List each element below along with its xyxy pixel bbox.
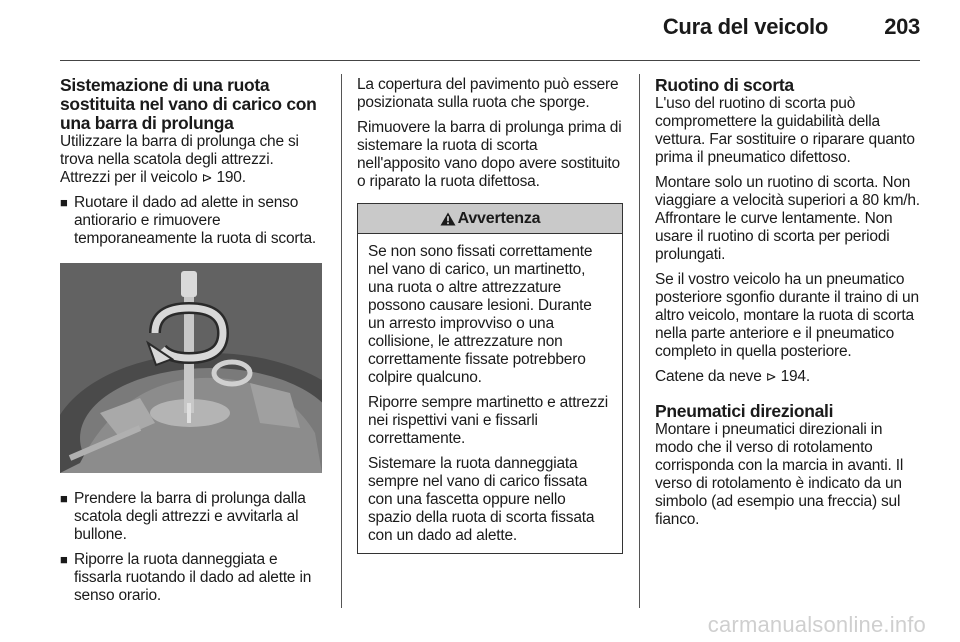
warning-box: [357, 203, 623, 554]
snow-chains-text: Catene da neve: [655, 368, 762, 385]
warning-paragraph: Riporre sempre martinetto e attrezzi nei rispettivi vani e fissarli correttamente.: [368, 394, 609, 447]
warning-title: Avvertenza: [457, 209, 541, 227]
section-heading-spare-wheel-storage: Sistemazione di una ruota sostituita nel vano di carico con una barra di prolunga: [60, 75, 317, 133]
paragraph-directional-tyres: Montare i pneumatici direzionali in modo che il verso di rotolamento corrisponda con la marcia in avanti. Il verso di rotolamento è indicato da un simbolo (ad esempio una freccia) sul fianco.: [655, 421, 904, 528]
warning-triangle-icon: [440, 212, 456, 226]
page-number: 203: [884, 14, 920, 39]
paragraph-snow-chains: [655, 368, 923, 386]
list-item-text: Riporre la ruota danneggiata e fissarla ruotando il dado ad alette in senso orario.: [74, 551, 312, 604]
column-right: [655, 76, 923, 536]
section-heading-directional-tyres: Pneumatici direzionali: [655, 401, 834, 421]
column-divider-2: [639, 74, 640, 608]
bullet-square-icon: ■: [60, 195, 68, 210]
paragraph-spare-limits: Montare solo un ruotino di scorta. Non viaggiare a velocità superiori a 80 km/h. Affrontare le curve lentamente. Non usare il ruotino di scorta per periodi prolungati.: [655, 174, 920, 263]
bullet-square-icon: ■: [60, 491, 68, 506]
watermark-text: carmanualsonline.info: [707, 612, 926, 637]
warning-body: [358, 234, 622, 553]
list-item: [60, 490, 326, 544]
page-reference-arrow-icon: ⊳: [201, 170, 213, 185]
list-item: [60, 194, 326, 248]
paragraph-towing: Se il vostro veicolo ha un pneumatico posteriore sgonfio durante il traino di un altro veicolo, montare la ruota di scorta nella parte anteriore e il pneumatico completo in quella posteriore.: [655, 271, 919, 360]
section-heading-temporary-spare: Ruotino di scorta: [655, 75, 794, 95]
column-left: [60, 76, 326, 612]
warning-header: [358, 204, 622, 234]
header-divider: [60, 60, 920, 61]
column-divider-1: [341, 74, 342, 608]
intro-text: Utilizzare la barra di prolunga che si trova nella scatola degli attrezzi. Attrezzi per il veicolo: [60, 133, 299, 186]
paragraph-floor-cover: La copertura del pavimento può essere posizionata sulla ruota che sporge.: [357, 76, 619, 111]
list-item: [60, 551, 326, 605]
paragraph-spare-handling: L'uso del ruotino di scorta può compromettere la guidabilità della vettura. Far sostituire o riparare quanto prima il pneumatico difettoso.: [655, 95, 915, 166]
page-reference-arrow-icon: ⊳: [765, 369, 777, 384]
illustration-extension-bar: [60, 263, 322, 473]
paragraph-remove-bar: Rimuovere la barra di prolunga prima di sistemare la ruota di scorta nell'apposito vano dopo avere sostituito o riparato la ruota difettosa.: [357, 119, 622, 190]
list-item-text: Ruotare il dado ad alette in senso antiorario e rimuovere temporaneamente la ruota di scorta.: [74, 194, 316, 247]
bullet-square-icon: ■: [60, 552, 68, 567]
page-header: [0, 0, 960, 60]
list-item-text: Prendere la barra di prolunga dalla scatola degli attrezzi e avvitarla al bullone.: [74, 490, 306, 543]
snow-chains-page-reference[interactable]: 194.: [780, 368, 810, 385]
intro-paragraph: [60, 133, 326, 187]
column-middle: [357, 76, 623, 554]
illustration-svg: [60, 263, 322, 473]
intro-page-reference[interactable]: 190.: [216, 169, 246, 186]
page-section-title: Cura del veicolo: [662, 14, 828, 39]
warning-paragraph: Sistemare la ruota danneggiata sempre nel vano di carico fissata con una fascetta oppure nello spazio della ruota di scorta fissata con un dado ad alette.: [368, 455, 595, 544]
warning-paragraph: Se non sono fissati correttamente nel vano di carico, un martinetto, una ruota o altre attrezzature possono causare lesioni. Durante un arresto improvviso o una collisione, le attrezzature non correttamente fissate potrebbero colpire qualcuno.: [368, 243, 593, 386]
